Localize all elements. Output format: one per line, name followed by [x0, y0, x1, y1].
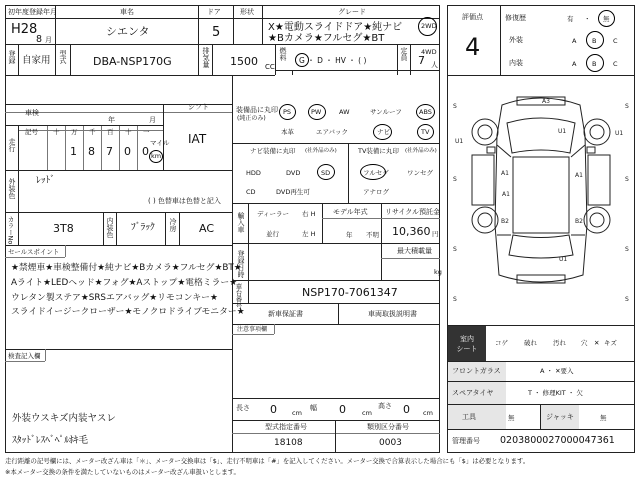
equip-item: ナビ [377, 128, 390, 136]
cm-unit: cm [423, 409, 433, 417]
jack-value: 無 [600, 414, 607, 422]
equip-item: PS [283, 108, 292, 116]
interior-sheet-label-line: シート [456, 344, 478, 353]
warranty-doc: 新車保証書 [268, 310, 303, 318]
class-no-value: 0003 [379, 438, 402, 448]
footer-note: ※本メーター交換の条件を満たしていないものはメーター改ざん車扱いとします。 [5, 468, 240, 476]
rule [500, 5, 501, 75]
grade-label: グレード [338, 8, 366, 16]
color-no-value: 3T8 [53, 222, 74, 235]
chassis-number: NSP170-7061347 [302, 286, 398, 299]
import-right-hand: 右 H [302, 210, 316, 218]
diagram-s-mark: S [625, 176, 629, 183]
rule [5, 361, 45, 362]
interior-grade-label: 内装 [509, 59, 523, 67]
exterior-grade-label: 外装 [509, 36, 523, 44]
rule [447, 429, 635, 430]
damage-label: A1 [502, 191, 510, 198]
equip-item: TV [421, 128, 430, 136]
car-name-label: 車名 [120, 8, 134, 16]
score-label: 評価点 [462, 13, 483, 21]
interior-sheet-label-line: 室内 [460, 334, 474, 343]
import-parallel: 並行 [266, 230, 279, 238]
navi-sub-label: (社外品のみ) [305, 148, 337, 154]
digit-header: 百 [107, 128, 114, 136]
rule [410, 44, 411, 75]
car-damage-diagram [447, 75, 635, 325]
rule [198, 5, 199, 44]
mileage-digit: 8 [88, 145, 95, 158]
tv-sub-label: (社外品のみ) [405, 148, 437, 154]
diagram-s-mark: S [625, 103, 629, 110]
rule [275, 70, 440, 71]
mileage-digit: 1 [70, 145, 77, 158]
navi-label: ナビ装備に丸印 [250, 147, 296, 155]
rule [101, 125, 102, 170]
sales-point-line: Aライト★LEDヘッド★フォグ★Aストップ★電格ミラー★ [11, 278, 238, 288]
rule [5, 125, 163, 126]
fuel-options: G ・ D ・ HV ・ ( ) [299, 56, 367, 65]
rule [18, 212, 19, 245]
sales-point-label: セールスポイント [8, 248, 60, 256]
rule [5, 257, 65, 258]
width-label: 幅 [310, 404, 317, 412]
kg-unit: kg [434, 268, 442, 276]
rule [248, 280, 249, 303]
rule [103, 212, 104, 245]
interior-item: キズ [604, 339, 617, 347]
reg-date-label: 登録日時 [237, 250, 245, 278]
rule [397, 44, 398, 75]
model-year-label: モデル年式 [333, 208, 368, 216]
plate-label: 登録 [8, 50, 16, 64]
doors-value: 5 [212, 25, 221, 40]
damage-label: B2 [575, 218, 583, 225]
recycle-label: リサイクル預託金 [385, 208, 441, 216]
km-label: km [151, 152, 162, 160]
length-value: 0 [270, 403, 277, 416]
rule [232, 203, 440, 204]
tv-label: TV装備に丸印 [358, 147, 399, 155]
interior-sheet-label [448, 326, 486, 361]
chassis-label: 車台番号 [234, 283, 243, 309]
exterior-grade-option: A [572, 37, 577, 45]
grade-line1: X★電動スライドドア★純ナビ [268, 22, 403, 33]
cm-unit: cm [362, 409, 372, 417]
notes-label: 注意事項欄 [237, 326, 268, 333]
damage-label: A1 [501, 170, 509, 177]
rule [232, 243, 440, 244]
management-number: 0203800027000047361 [500, 435, 615, 446]
first-reg-label: 初年度登録年月 [8, 8, 57, 16]
rule [137, 125, 138, 170]
mileage-digit: 0 [124, 145, 131, 158]
damage-label: U1 [559, 256, 568, 263]
rule [275, 44, 276, 75]
navi-item: CD [246, 188, 256, 196]
management-label: 管理番号 [452, 437, 480, 445]
height-value: 0 [403, 403, 410, 416]
interior-item: 穴 [581, 339, 588, 347]
type-no-value: 18108 [274, 438, 303, 448]
rule [248, 203, 249, 243]
interior-grade-option: C [613, 60, 618, 68]
import-dealer: ディーラー [257, 210, 289, 218]
diagram-s-mark: S [453, 296, 457, 303]
remark-line: ｽﾀｯﾄﾞﾚｽﾍﾞﾍﾟﾙﾎｷ毛 [12, 435, 89, 446]
sales-point-line: スライドイージークローザー★モノクロドライブモニター★ [11, 307, 245, 317]
equip-item: AW [339, 108, 350, 116]
damage-label: U1 [558, 128, 567, 135]
shaken-year-label: 年 [108, 116, 115, 124]
car-name: シエンタ [106, 25, 150, 38]
mile-label: マイル [150, 139, 170, 147]
diagram-s-mark: S [453, 246, 457, 253]
interior-color-value: ﾌﾞﾗｯｸ [131, 222, 155, 233]
interior-item: コゲ [495, 339, 508, 347]
rule [18, 44, 19, 75]
width-value: 0 [339, 403, 346, 416]
length-label: 長さ [236, 404, 250, 412]
equip-item: PW [311, 108, 322, 116]
rule [233, 5, 234, 44]
rule [248, 243, 249, 280]
shaken-month-label: 月 [149, 116, 156, 124]
ac-label: 冷房 [169, 218, 177, 232]
rule [232, 420, 440, 421]
exterior-grade-option: B [592, 37, 597, 45]
navi-item: SD [321, 169, 331, 177]
diagram-s-mark: S [625, 246, 629, 253]
inspector-label: 検査記入欄 [8, 352, 41, 360]
use-value: 自家用 [22, 55, 51, 66]
capacity-value: 7 [418, 54, 425, 67]
rule [5, 349, 232, 350]
tools-value: 無 [508, 414, 515, 422]
rule [119, 125, 120, 170]
type-no-label: 型式指定番号 [265, 423, 307, 431]
import-left-hand: 左 H [302, 230, 316, 238]
rule [274, 324, 275, 334]
navi-item: HDD [246, 169, 261, 177]
interior-color-label: 内装色 [106, 217, 114, 238]
height-label: 高さ [378, 402, 392, 410]
displacement-value: 1500 [230, 55, 258, 68]
body-type-label: 形状 [240, 8, 254, 16]
interior-grade-option: B [592, 60, 597, 68]
class-no-label: 類別区分番号 [367, 423, 409, 431]
equip-item: 本革 [281, 128, 294, 136]
rule [322, 218, 440, 219]
digit-header: 十 [125, 128, 132, 136]
rule [55, 44, 56, 75]
rule [322, 203, 323, 243]
damage-label: A1 [575, 172, 583, 179]
damage-label: A3 [542, 98, 550, 105]
reg-month: 8 [36, 34, 43, 45]
digit-header: 千 [89, 128, 96, 136]
cm-unit: cm [292, 409, 302, 417]
recycle-value: 10,360 [392, 225, 431, 238]
rule [5, 245, 232, 246]
rule [232, 303, 440, 304]
interior-item: 汚れ [553, 339, 566, 347]
equipment-label: 装備品に丸印 [236, 106, 278, 114]
damage-label: U1 [455, 138, 464, 145]
repair-label: 修復歴 [505, 14, 526, 22]
rule [18, 125, 19, 170]
tv-item: フルセグ [363, 169, 389, 177]
max-load-label: 最大積載量 [397, 247, 432, 255]
reg-year: H28 [11, 22, 38, 37]
rule [262, 5, 263, 44]
equip-item: サンルーフ [370, 108, 402, 116]
sales-point-line: ウレタン製ステア★SRSエアバッグ★リモコンキー★ [11, 293, 218, 303]
digit-header: 十 [53, 128, 60, 136]
import-label: 輸入車 [237, 212, 245, 233]
exterior-grade-option: C [613, 37, 618, 45]
rule [232, 143, 440, 144]
rule [45, 349, 46, 361]
interior-item: 破れ [524, 339, 537, 347]
capacity-label: 定員 [400, 47, 408, 61]
diagram-s-mark: S [625, 296, 629, 303]
sales-point-line: ★禁煙車★車検整備付★純ナビ★Bカメラ★フルセグ★BT★ [11, 263, 242, 273]
rule [292, 70, 293, 75]
model-year-unit: 年 [346, 231, 353, 239]
rule [65, 125, 66, 170]
doors-label: ドア [207, 8, 221, 16]
tv-item: アナログ [363, 188, 389, 196]
navi-item: DVD再生可 [276, 188, 310, 196]
rule [381, 243, 382, 280]
cc-unit: CC [265, 63, 275, 71]
tools-label: 工具 [462, 413, 476, 421]
rule [348, 143, 349, 203]
rule [232, 280, 440, 281]
rule [5, 18, 440, 19]
fuel-label: 燃料 [279, 47, 287, 61]
rule [232, 398, 440, 399]
remark-line: 外装ウスキズ内装ヤスレ [12, 413, 116, 424]
rule [18, 170, 19, 212]
exterior-note: ( ) 色替車は色替と記入 [148, 197, 221, 205]
drive-4wd: 4WD [421, 48, 437, 56]
front-glass-value: A ・ ✕要入 [540, 367, 574, 375]
footer-note: 走行距離の記号欄には、メーター改ざん車は「＊」、メーター交換車は「$」、走行不明車は「#」を記入してください。メーター交換で合算表示した場合にも「$」は必要となります。 [5, 457, 530, 465]
yen-unit: 円 [432, 230, 439, 238]
rule [5, 75, 275, 76]
score-value: 4 [465, 33, 481, 61]
interior-x-mark: ✕ [594, 339, 600, 347]
repair-option: 有 [567, 15, 574, 23]
capacity-unit: 人 [431, 61, 438, 69]
rule [212, 44, 213, 75]
spare-tire-options: T ・ 修理KIT ・ 欠 [528, 389, 583, 397]
repair-option: 無 [603, 15, 610, 23]
exterior-color: ﾚｯﾄﾞ [36, 175, 56, 186]
interior-grade-option: A [572, 60, 577, 68]
rule [70, 44, 71, 75]
ac-value: AC [199, 222, 215, 235]
month-unit: 月 [45, 36, 52, 44]
rule [5, 212, 232, 213]
mileage-label: 走行 [8, 138, 16, 152]
navi-item: DVD [286, 169, 301, 177]
diagram-s-mark: S [453, 103, 457, 110]
equip-item: ABS [419, 108, 432, 116]
shift-value: IAT [188, 132, 207, 146]
exterior-label: 外装色 [8, 178, 16, 199]
tv-item: ワンセグ [407, 169, 433, 177]
manual-doc: 車両取扱説明書 [368, 310, 417, 318]
damage-label: U1 [615, 130, 624, 137]
diagram-s-mark: S [453, 176, 457, 183]
mileage-digit: 7 [106, 145, 113, 158]
equip-item: エアバック [316, 128, 348, 136]
rule [381, 258, 440, 259]
rule [165, 212, 166, 245]
displacement-label: 排気量 [202, 47, 210, 68]
spare-tire-label: スペアタイヤ [452, 389, 494, 397]
rule [65, 245, 66, 257]
rule [5, 170, 232, 171]
rule [232, 334, 274, 335]
digit-header: 一 [143, 128, 150, 136]
drive-2wd: 2WD [421, 22, 437, 30]
mileage-digit: 0 [142, 145, 149, 158]
rule [116, 212, 117, 245]
rule [83, 125, 84, 170]
rule [163, 104, 164, 170]
rule [335, 420, 336, 453]
model-label: 型式 [59, 50, 67, 64]
model-year-unknown: 不明 [366, 231, 379, 239]
rule [198, 44, 199, 75]
equipment-sub-label: (純正のみ) [237, 115, 266, 122]
rule [179, 212, 180, 245]
rule [232, 324, 440, 325]
rule [5, 112, 232, 113]
rule [232, 433, 440, 434]
label-shade [448, 405, 506, 429]
rule [338, 303, 339, 324]
front-glass-label: フロントガラス [452, 367, 501, 375]
jack-label: ジャッキ [546, 413, 574, 421]
model-value: DBA-NSP170G [93, 55, 172, 68]
digit-header: 記号 [25, 128, 38, 136]
color-no-label: カラーNo. [6, 216, 15, 247]
damage-label: B2 [501, 218, 509, 225]
rule [47, 125, 48, 170]
shift-label: シフト [188, 103, 209, 111]
shaken-label: 車検 [25, 109, 39, 117]
digit-header: 万 [71, 128, 78, 136]
grade-line2: ★Bカメラ★フルセグ★BT [268, 33, 385, 44]
rule [381, 203, 382, 243]
